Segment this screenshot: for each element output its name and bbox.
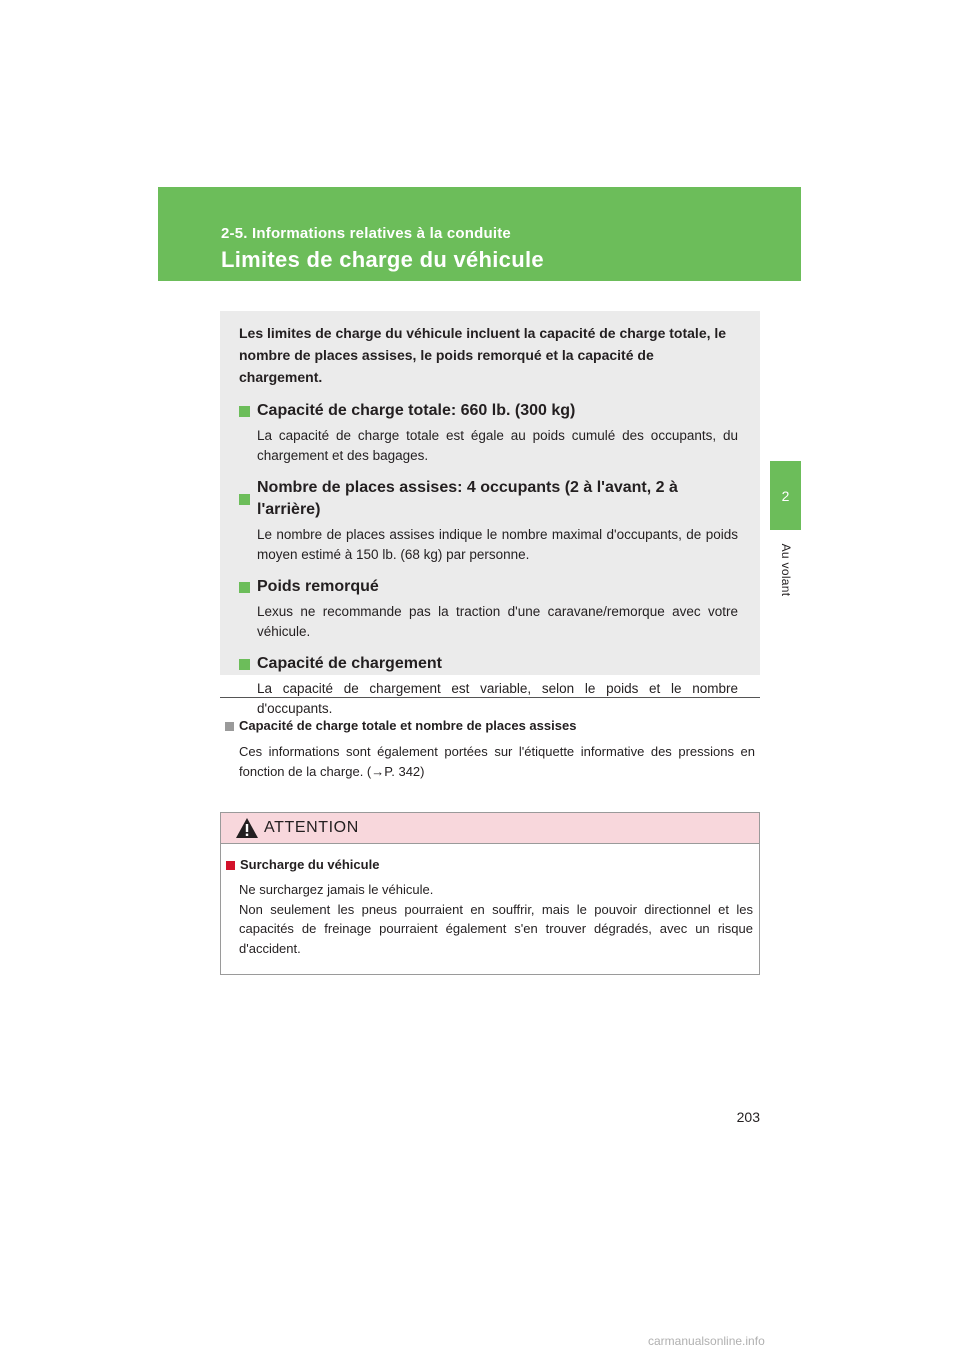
green-square-icon — [239, 406, 250, 417]
green-square-icon — [239, 494, 250, 505]
page-title: Limites de charge du véhicule — [221, 247, 544, 272]
chapter-label: Au volant — [779, 543, 793, 597]
section-label: 2-5. Informations relatives à la conduite — [221, 225, 511, 242]
load-limits-summary — [220, 311, 760, 716]
spec-body: La capacité de charge totale est égale au poids cumulé des occupants, du chargement et des bagages. — [257, 428, 738, 463]
spec-body: La capacité de chargement est variable, selon le poids et le nombre d'occupants. — [257, 681, 738, 716]
warning-text — [239, 880, 753, 958]
warning-line-2: Non seulement les pneus pourraient en souffrir, mais le pouvoir directionnel et les capacités de freinage pourraient également s'en trouver dégradés, avec un risque d'accident. — [239, 901, 753, 956]
warning-line-1: Ne surchargez jamais le véhicule. — [239, 882, 434, 897]
spec-item — [239, 400, 738, 465]
spec-item — [239, 477, 738, 564]
spec-heading-text: Capacité de charge totale: 660 lb. (300 kg) — [257, 402, 576, 419]
spec-heading — [239, 576, 738, 598]
green-square-icon — [239, 582, 250, 593]
page-number: 203 — [736, 1109, 760, 1125]
spec-item — [239, 653, 738, 718]
red-square-icon — [226, 861, 235, 870]
spec-heading-text: Poids remorqué — [257, 578, 379, 595]
spec-heading — [239, 653, 738, 675]
green-square-icon — [239, 659, 250, 670]
spec-body: Le nombre de places assises indique le nombre maximal d'occupants, de poids moyen estimé à 150 lb. (68 kg) par personne. — [257, 527, 738, 562]
warning-box — [220, 812, 760, 975]
section-header-bar — [158, 187, 801, 281]
spec-heading-text: Capacité de chargement — [257, 655, 442, 672]
note-heading-text: Capacité de charge totale et nombre de places assises — [239, 718, 577, 733]
spec-heading — [239, 400, 738, 422]
grey-square-icon — [225, 722, 234, 731]
warning-header — [221, 813, 759, 844]
info-note — [225, 716, 755, 782]
chapter-number: 2 — [781, 487, 790, 504]
warning-heading — [226, 855, 753, 875]
warning-title: ATTENTION — [264, 819, 359, 836]
spec-body: Lexus ne recommande pas la traction d'une caravane/remorque avec votre véhicule. — [257, 604, 738, 639]
warning-heading-text: Surcharge du véhicule — [240, 857, 380, 872]
summary-intro: Les limites de charge du véhicule incluent la capacité de charge totale, le nombre de places assises, le poids remorqué et la capacité de chargement. — [239, 325, 727, 385]
spec-heading — [239, 477, 738, 521]
chapter-tab — [770, 461, 801, 530]
warning-triangle-icon — [235, 817, 259, 839]
watermark: carmanualsonline.info — [648, 1334, 765, 1348]
warning-content — [221, 844, 759, 958]
note-body: Ces informations sont également portées sur l'étiquette informative des pressions en fonction de la charge. (→P. 342) — [239, 744, 755, 779]
note-heading — [225, 716, 755, 736]
section-divider — [220, 697, 760, 698]
spec-item — [239, 576, 738, 641]
spec-heading-text: Nombre de places assises: 4 occupants (2 à l'avant, 2 à l'arrière) — [257, 479, 678, 518]
